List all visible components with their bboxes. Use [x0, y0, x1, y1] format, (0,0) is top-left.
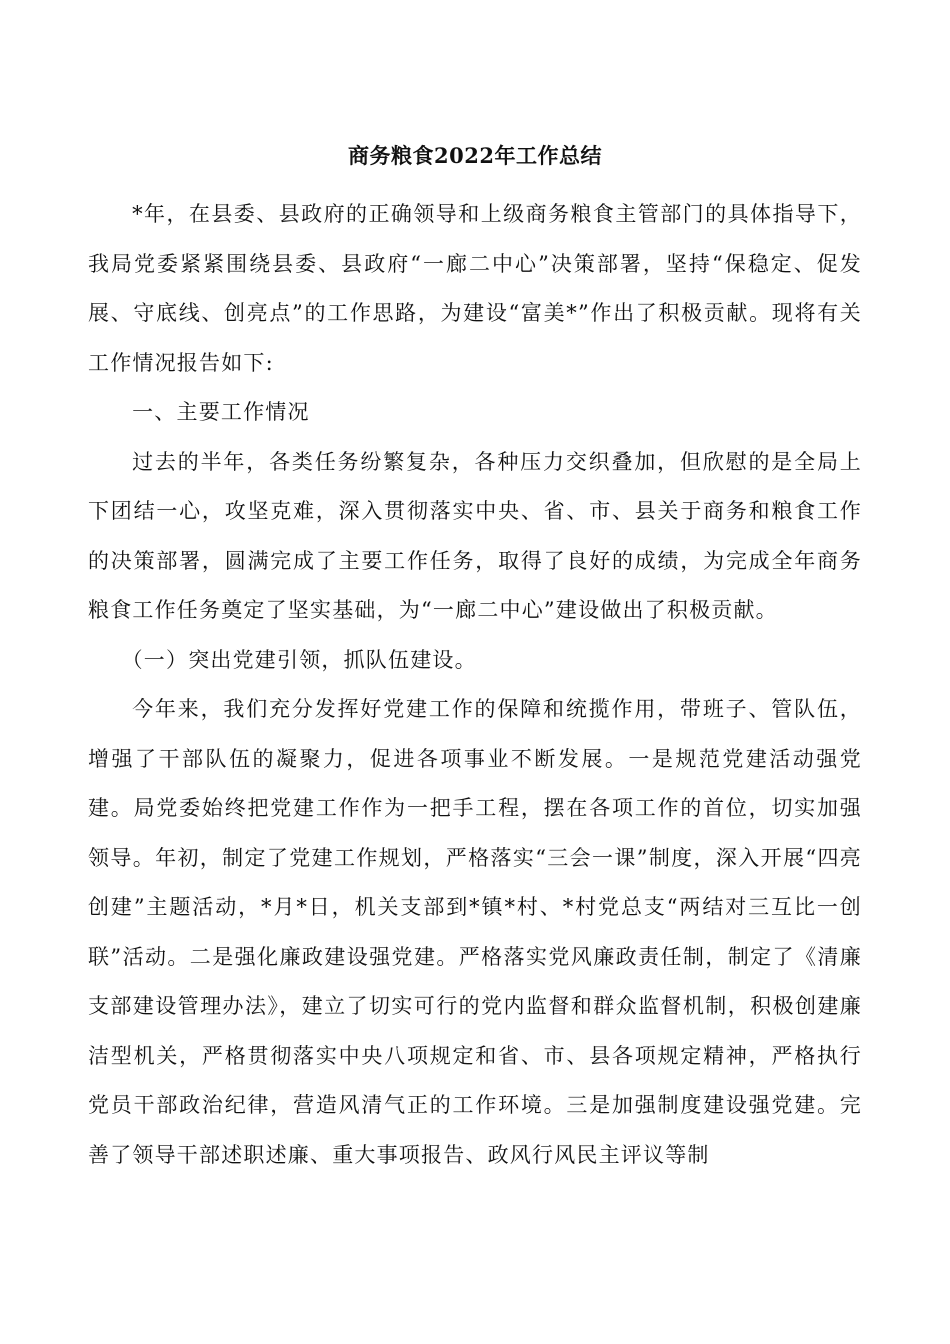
subsection-heading: （一）突出党建引领，抓队伍建设。 — [121, 647, 477, 672]
document-title: 商务粮食2022年工作总结 — [348, 143, 602, 168]
summary-paragraph: 过去的半年，各类任务纷繁复杂，各种压力交织叠加，但欣慰的是全局上下团结一心，攻坚克难，深入贯彻落实中央、省、市、县关于商务和粮食工作的决策部署，圆满完成了主要工作任务，取得了良好的成绩，为完成全年商务粮食工作任务奠定了坚实基础，为“一廊二中心”建设做出了积极贡献。 — [88, 449, 862, 622]
section-heading: 一、主要工作情况 — [132, 400, 310, 424]
intro-paragraph: *年，在县委、县政府的正确领导和上级商务粮食主管部门的具体指导下，我局党委紧紧围绕县委、县政府“一廊二中心”决策部署，坚持“保稳定、促发展、守底线、创亮点”的工作思路，为建设“富美*”作出了积极贡献。现将有关工作情况报告如下: — [88, 202, 862, 375]
document-body — [88, 190, 862, 1180]
party-building-paragraph: 今年来，我们充分发挥好党建工作的保障和统揽作用，带班子、管队伍，增强了干部队伍的凝聚力，促进各项事业不断发展。一是规范党建活动强党建。局党委始终把党建工作作为一把手工程，摆在各项工作的首位，切实加强领导。年初，制定了党建工作规划，严格落实“三会一课”制度，深入开展“四亮创建”主题活动，*月*日，机关支部到*镇*村、*村党总支“两结对三互比一创联”活动。二是强化廉政建设强党建。严格落实党风廉政责任制，制定了《清廉支部建设管理办法》，建立了切实可行的党内监督和群众监督机制，积极创建廉洁型机关，严格贯彻落实中央八项规定和省、市、县各项规定精神，严格执行党员干部政治纪律，营造风清气正的工作环境。三是加强制度建设强党建。完善了领导干部述职述廉、重大事项报告、政风行风民主评议等制 — [88, 697, 862, 1167]
